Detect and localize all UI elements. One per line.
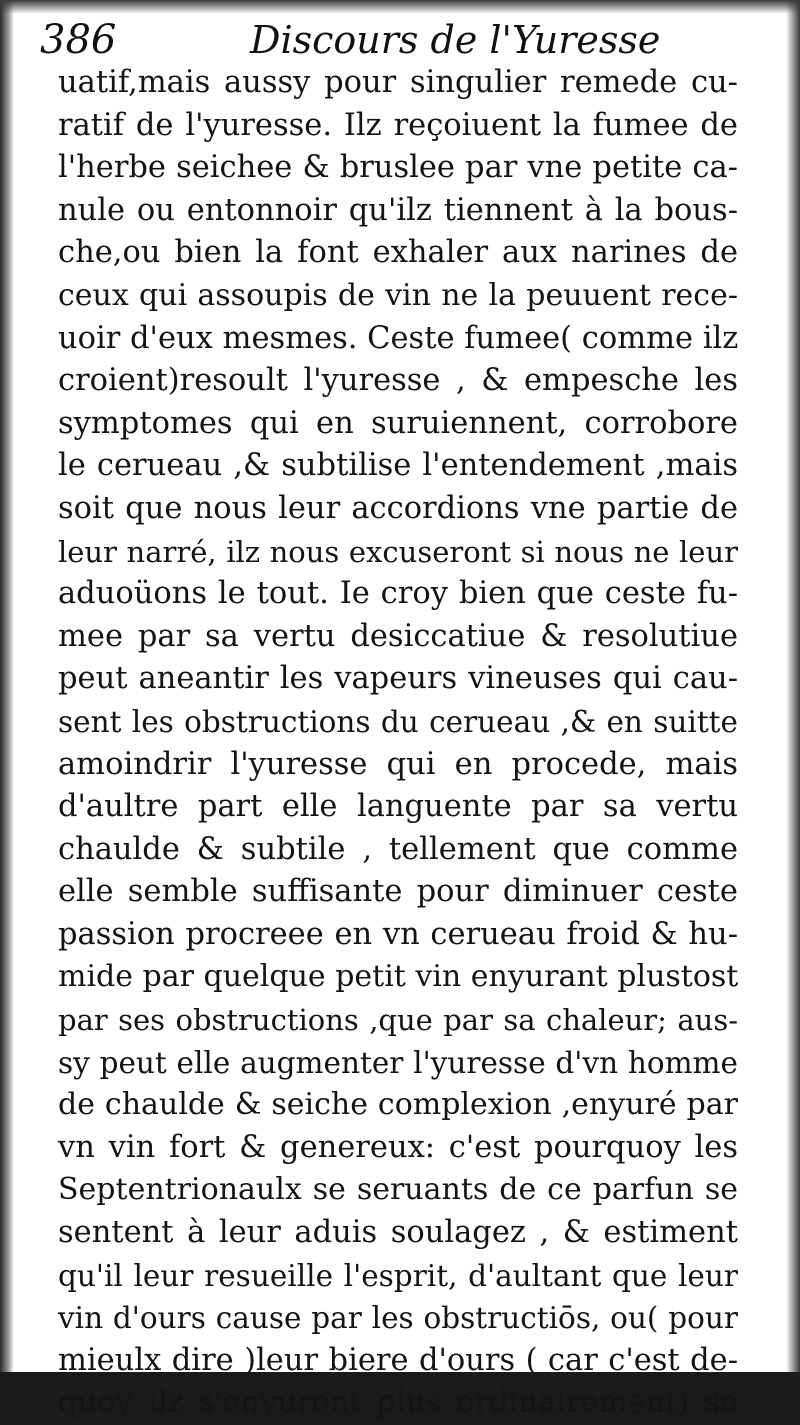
page-top-shadow xyxy=(0,0,800,14)
text-line: par ses obstructions ,que par sa chaleur; aus- xyxy=(58,1003,738,1038)
text-line: uatif,mais aussy pour singulier remede cu- xyxy=(58,65,738,100)
page-edge-shadow xyxy=(786,0,800,1372)
text-line: che,ou bien la font exhaler aux narines de xyxy=(58,235,738,271)
text-line: Septentrionaulx se seruants de ce parfun se xyxy=(58,1172,738,1208)
text-line: nule ou entonnoir qu'ilz tiennent à la bous- xyxy=(58,192,738,228)
text-line: sent les obstructions du cerueau ,& en suitte xyxy=(58,704,738,739)
text-line: elle semble suffisante pour diminuer ceste xyxy=(58,874,738,910)
text-line: vn vin fort & genereux: c'est pourquoy les xyxy=(58,1129,738,1165)
text-line: le cerueau ,& subtilise l'entendement ,mais xyxy=(58,448,738,484)
text-line: l'herbe seichee & bruslee par vne petite ca- xyxy=(58,150,738,186)
page-number: 386 xyxy=(40,17,117,63)
text-line: sentent à leur aduis soulagez , & estiment xyxy=(58,1215,738,1251)
text-line: de chaulde & seiche complexion ,enyuré par xyxy=(58,1087,738,1123)
text-block xyxy=(58,62,738,1425)
text-line: soit que nous leur accordions vne partie de xyxy=(58,490,738,526)
text-line: leur narré, ilz nous excuseront si nous ne leur xyxy=(58,534,738,569)
text-line: uoir d'eux mesmes. Ceste fumee( comme ilz xyxy=(58,320,739,356)
text-line: vin d'ours cause par les obstructiōs, ou( pour xyxy=(58,1301,738,1336)
text-line: peut aneantir les vapeurs vineuses qui cau- xyxy=(58,661,738,697)
text-line: ratif de l'yuresse. Ilz reçoiuent la fumee de xyxy=(58,107,738,143)
text-line: ceux qui assoupis de vin ne la peuuent rece- xyxy=(58,277,738,313)
text-line: amoindrir l'yuresse qui en procede, mais xyxy=(58,746,738,782)
text-line: symptomes qui en suruiennent, corrobore xyxy=(58,405,738,441)
running-head xyxy=(40,14,760,64)
text-line: d'aultre part elle languente par sa vertu xyxy=(58,789,738,825)
text-line: mee par sa vertu desiccatiue & resolutiue xyxy=(58,618,738,654)
text-line: quoy ilz s'enyurent plus ordinairement) se xyxy=(58,1385,738,1421)
text-line: chaulde & subtile , tellement que comme xyxy=(58,831,738,867)
text-line: passion procreee en vn cerueau froid & hu- xyxy=(58,916,738,952)
running-title: Discours de l'Yuresse xyxy=(250,18,661,62)
text-line: qu'il leur resueille l'esprit, d'aultant que leur xyxy=(58,1258,738,1293)
page-gutter-shadow xyxy=(0,0,14,1372)
text-line: mide par quelque petit vin enyurant plustost xyxy=(58,959,739,995)
text-line: aduoüons le tout. Ie croy bien que ceste fu- xyxy=(58,576,738,612)
text-line: sy peut elle augmenter l'yuresse d'vn homme xyxy=(58,1045,738,1080)
text-line: mieulx dire )leur biere d'ours ( car c'est de- xyxy=(58,1342,738,1378)
text-line: croient)resoult l'yuresse , & empesche les xyxy=(58,363,738,399)
